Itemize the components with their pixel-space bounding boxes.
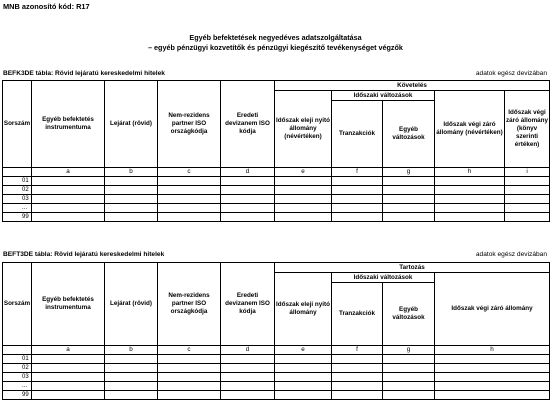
data-cell[interactable] — [105, 195, 158, 204]
data-cell[interactable] — [32, 391, 105, 400]
data-cell[interactable] — [221, 213, 275, 222]
data-cell[interactable] — [105, 186, 158, 195]
col-letter — [3, 168, 32, 177]
col-header: Sorszám — [3, 263, 32, 346]
row-number: 03 — [3, 373, 32, 382]
table-label: BEFT3DE tábla: Rövid lejáratú kereskedelmi hitelek — [3, 251, 165, 258]
col-letter: i — [505, 168, 550, 177]
col-header: Egyéb változások — [383, 283, 435, 346]
col-header: Egyéb változások — [383, 101, 435, 168]
befk3de-table — [2, 80, 550, 222]
table-row — [3, 177, 550, 186]
data-cell[interactable] — [158, 355, 221, 364]
data-cell[interactable] — [158, 177, 221, 186]
col-letter: e — [275, 346, 332, 355]
data-cell[interactable] — [383, 373, 435, 382]
data-cell[interactable] — [332, 204, 383, 213]
data-cell[interactable] — [505, 213, 550, 222]
col-header: Időszak végi záró állomány — [435, 273, 550, 346]
data-cell[interactable] — [158, 195, 221, 204]
col-header: Nem-rezidens partner ISO országkódja — [158, 81, 221, 168]
row-number: ... — [3, 382, 32, 391]
data-cell[interactable] — [332, 364, 383, 373]
table-row — [3, 382, 550, 391]
data-cell[interactable] — [275, 186, 332, 195]
col-letter: g — [383, 346, 435, 355]
data-cell[interactable] — [332, 213, 383, 222]
col-header: Tranzakciók — [332, 101, 383, 168]
data-cell[interactable] — [383, 364, 435, 373]
col-letter: f — [332, 168, 383, 177]
data-cell[interactable] — [383, 186, 435, 195]
data-cell[interactable] — [332, 373, 383, 382]
subgroup-header: Időszaki változások — [332, 273, 435, 283]
col-header: Sorszám — [3, 81, 32, 168]
document-subtitle: – egyéb pénzügyi kozvetítők és pénzügyi kiegészítő tevékenységet végzők — [148, 43, 403, 52]
data-cell[interactable] — [105, 391, 158, 400]
data-cell[interactable] — [435, 195, 505, 204]
data-cell[interactable] — [275, 177, 332, 186]
data-cell[interactable] — [221, 382, 275, 391]
subgroup-header: Időszaki változások — [332, 91, 435, 101]
col-letter: a — [32, 346, 105, 355]
col-header: Időszak eleji nyitó állomány — [275, 273, 332, 346]
row-number: 01 — [3, 177, 32, 186]
data-cell[interactable] — [383, 177, 435, 186]
row-number: 03 — [3, 195, 32, 204]
col-letter: h — [435, 346, 550, 355]
data-cell[interactable] — [275, 364, 332, 373]
data-cell[interactable] — [275, 355, 332, 364]
col-letter: c — [158, 168, 221, 177]
table-row — [3, 391, 550, 400]
data-cell[interactable] — [435, 391, 550, 400]
col-letter: c — [158, 346, 221, 355]
data-cell[interactable] — [32, 204, 105, 213]
row-number: 02 — [3, 364, 32, 373]
col-header: Eredeti devizanem ISO kódja — [221, 81, 275, 168]
col-letter: b — [105, 168, 158, 177]
data-cell[interactable] — [383, 355, 435, 364]
unit-note: adatok egész devizában — [475, 70, 547, 77]
col-header: Nem-rezidens partner ISO országkódja — [158, 263, 221, 346]
data-cell[interactable] — [105, 355, 158, 364]
col-header: Egyéb befektetés instrumentuma — [32, 263, 105, 346]
group-header: Követelés — [275, 81, 550, 91]
data-cell[interactable] — [105, 373, 158, 382]
data-cell[interactable] — [435, 364, 550, 373]
table-row — [3, 213, 550, 222]
data-cell[interactable] — [221, 364, 275, 373]
col-letter: g — [383, 168, 435, 177]
data-cell[interactable] — [32, 382, 105, 391]
unit-note: adatok egész devizában — [475, 251, 547, 258]
data-cell[interactable] — [158, 382, 221, 391]
data-cell[interactable] — [32, 186, 105, 195]
group-header: Tartozás — [275, 263, 550, 273]
col-letter: d — [221, 168, 275, 177]
data-cell[interactable] — [435, 373, 550, 382]
data-cell[interactable] — [221, 186, 275, 195]
data-cell[interactable] — [221, 177, 275, 186]
row-number: 02 — [3, 186, 32, 195]
data-cell[interactable] — [105, 177, 158, 186]
table-row — [3, 373, 550, 382]
data-cell[interactable] — [158, 391, 221, 400]
col-letter: f — [332, 346, 383, 355]
row-number: 99 — [3, 213, 32, 222]
col-header: Egyéb befektetés instrumentuma — [32, 81, 105, 168]
data-cell[interactable] — [332, 195, 383, 204]
row-number: 01 — [3, 355, 32, 364]
col-header: Eredeti devizanem ISO kódja — [221, 263, 275, 346]
data-cell[interactable] — [435, 204, 505, 213]
data-cell[interactable] — [221, 373, 275, 382]
data-cell[interactable] — [32, 195, 105, 204]
data-cell[interactable] — [32, 355, 105, 364]
data-cell[interactable] — [221, 391, 275, 400]
data-cell[interactable] — [158, 364, 221, 373]
data-cell[interactable] — [505, 204, 550, 213]
data-cell[interactable] — [158, 373, 221, 382]
beft3de-table — [2, 262, 550, 400]
data-cell[interactable] — [383, 213, 435, 222]
data-cell[interactable] — [275, 204, 332, 213]
data-cell[interactable] — [332, 355, 383, 364]
data-cell[interactable] — [221, 204, 275, 213]
data-cell[interactable] — [435, 382, 550, 391]
table-label: BEFK3DE tábla: Rövid lejáratú kereskedelmi hitelek — [3, 70, 165, 77]
document-title: Egyéb befektetések negyedéves adatszolgáltatása — [189, 33, 362, 42]
data-cell[interactable] — [332, 391, 383, 400]
row-number: 99 — [3, 391, 32, 400]
mnb-code: MNB azonosító kód: R17 — [3, 2, 90, 11]
data-cell[interactable] — [158, 213, 221, 222]
data-cell[interactable] — [332, 177, 383, 186]
data-cell[interactable] — [275, 382, 332, 391]
table-row — [3, 364, 550, 373]
data-cell[interactable] — [435, 213, 505, 222]
data-cell[interactable] — [505, 195, 550, 204]
data-cell[interactable] — [32, 213, 105, 222]
data-cell[interactable] — [32, 364, 105, 373]
col-letter: h — [435, 168, 505, 177]
col-header: Időszak végi záró állomány (könyv szerinti értéken) — [505, 91, 550, 168]
data-cell[interactable] — [275, 213, 332, 222]
data-cell[interactable] — [105, 204, 158, 213]
data-cell[interactable] — [158, 186, 221, 195]
col-header: Időszak végi záró állomány (névértéken) — [435, 91, 505, 168]
table-row — [3, 204, 550, 213]
table-row — [3, 195, 550, 204]
col-letter — [3, 346, 32, 355]
data-cell[interactable] — [275, 391, 332, 400]
data-cell[interactable] — [435, 177, 505, 186]
data-cell[interactable] — [332, 186, 383, 195]
data-cell[interactable] — [505, 177, 550, 186]
data-cell[interactable] — [105, 213, 158, 222]
data-cell[interactable] — [505, 186, 550, 195]
data-cell[interactable] — [383, 391, 435, 400]
data-cell[interactable] — [435, 355, 550, 364]
data-cell[interactable] — [275, 373, 332, 382]
col-letter: e — [275, 168, 332, 177]
data-cell[interactable] — [275, 195, 332, 204]
data-cell[interactable] — [383, 204, 435, 213]
row-number: ... — [3, 204, 32, 213]
table-row — [3, 355, 550, 364]
data-cell[interactable] — [105, 364, 158, 373]
col-letter: a — [32, 168, 105, 177]
col-letter: d — [221, 346, 275, 355]
data-cell[interactable] — [332, 382, 383, 391]
data-cell[interactable] — [105, 382, 158, 391]
data-cell[interactable] — [221, 355, 275, 364]
col-header: Időszak eleji nyitó állomány (névértéken) — [275, 91, 332, 168]
col-header: Tranzakciók — [332, 283, 383, 346]
data-cell[interactable] — [221, 195, 275, 204]
data-cell[interactable] — [158, 204, 221, 213]
data-cell[interactable] — [383, 195, 435, 204]
data-cell[interactable] — [32, 177, 105, 186]
data-cell[interactable] — [32, 373, 105, 382]
data-cell[interactable] — [383, 382, 435, 391]
table-row — [3, 186, 550, 195]
col-header: Lejárat (rövid) — [105, 263, 158, 346]
data-cell[interactable] — [435, 186, 505, 195]
col-letter: b — [105, 346, 158, 355]
col-header: Lejárat (rövid) — [105, 81, 158, 168]
